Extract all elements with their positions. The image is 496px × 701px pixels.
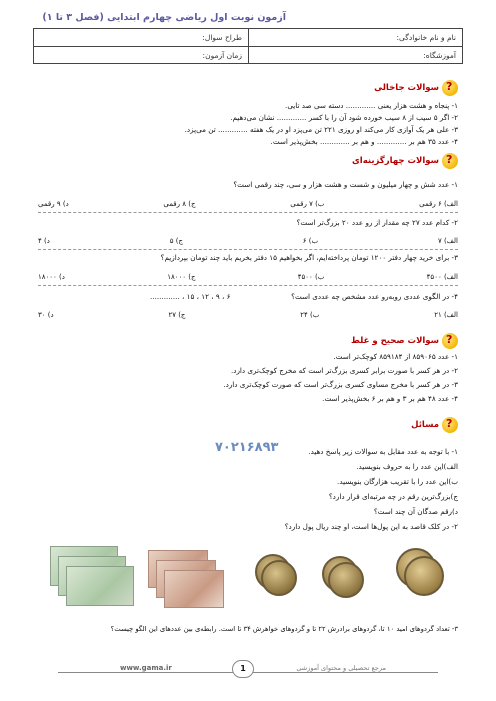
mc-options xyxy=(38,200,458,208)
problem-item: ۱- با توجه به عدد مقابل به سوالات زیر پاسخ دهید. xyxy=(308,447,458,456)
designer-label: طراح سوال: xyxy=(202,33,242,42)
mc-question: ۱- عدد شش و چهار میلیون و شست و هشت هزار و سی، چند رقمی است؟ xyxy=(233,180,458,189)
fill-section-heading xyxy=(374,80,458,96)
problems-section-title: مسائل xyxy=(411,420,439,430)
mc-question: ۳- برای خرید چهار دفتر ۱۲۰۰ تومان پرداخته‌ایم، اگر بخواهیم ۱۵ دفتر بخریم باید چند تومان بپردازیم؟ xyxy=(160,253,458,262)
tf-item: ۲- در هر کسر با صورت برابر کسری بزرگ‌تر است که مخرج کوچک‌تری دارد. xyxy=(230,366,458,375)
problem-item: ج)بزرگ‌ترین رقم در چه مرتبه‌ای قرار دارد؟ xyxy=(328,492,458,501)
banknote-image xyxy=(164,570,224,608)
separator xyxy=(38,285,458,286)
mc-option[interactable]: الف) ۴۵۰۰ xyxy=(426,273,458,281)
fill-section-title: سوالات جاخالی xyxy=(374,83,439,93)
question-bulb-icon xyxy=(442,333,458,349)
footer-tagline: مرجع تحصیلی و محتوای آموزشی xyxy=(296,664,386,672)
separator xyxy=(38,212,458,213)
footer-site[interactable]: www.gama.ir xyxy=(120,664,172,672)
page-number: 1 xyxy=(232,660,254,678)
separator xyxy=(38,249,458,250)
mc-option[interactable]: الف) ۲۱ xyxy=(434,311,458,319)
mc-question: ۲- کدام عدد ۲۷ چه مقدار از رو عدد ۲۰ بزرگ‌تر است؟ xyxy=(296,218,458,227)
tf-item: ۴- عدد ۴۸ هم بر ۳ و هم بر ۶ بخش‌پذیر است. xyxy=(322,394,458,403)
time-label: زمان آزمون: xyxy=(202,51,242,60)
fill-item: ۳- علی هر یک آوازی کار می‌کند او روزی ۲۲۱ تن می‌پزد او در یک هفته ............. تن می‌پزد. xyxy=(184,125,458,134)
fill-item: ۴- عدد ۳۵ هم بر ............. و هم بر ............. بخش‌پذیر است. xyxy=(270,137,458,146)
banknote-image xyxy=(66,566,134,606)
header-divider-h xyxy=(34,46,462,47)
fill-item: ۲- اگر ۵ سیب از ۸ سیب خورده شود آن را با کسر ............. نشان می‌دهیم. xyxy=(230,113,458,122)
header-box xyxy=(33,28,463,64)
exam-title: آزمون نوبت اول ریاضی چهارم ابتدایی (فصل ۳ تا ۱) xyxy=(42,12,286,23)
problem-item: د)رقم صدگان آن چند است؟ xyxy=(373,507,458,516)
problem-item: الف)این عدد را به حروف بنویسید. xyxy=(356,462,458,471)
question-bulb-icon xyxy=(442,80,458,96)
question-bulb-icon xyxy=(442,153,458,169)
problem-number: ۷۰۲۱۶۸۹۳ xyxy=(215,440,279,455)
mc-option[interactable]: ج) ۲۷ xyxy=(168,311,186,319)
question-bulb-icon xyxy=(442,417,458,433)
mc-option[interactable]: ب) ۷ رقمی xyxy=(290,200,325,208)
problems-section-heading xyxy=(411,417,458,433)
coin-image xyxy=(261,560,297,596)
problem-item: ب)این عدد را با تقریب هزارگان بنویسید. xyxy=(337,477,458,486)
mc-option[interactable]: ب) ۲۴ xyxy=(300,311,320,319)
mc-option[interactable]: الف) ۶ رقمی xyxy=(419,200,458,208)
coin-image xyxy=(328,562,364,598)
school-label: آموزشگاه: xyxy=(423,51,456,60)
mc-options xyxy=(38,311,458,319)
mc-options xyxy=(38,273,458,281)
tf-section-title: سوالات صحیح و غلط xyxy=(351,336,439,346)
mc-option[interactable]: الف) ۷ xyxy=(437,237,458,245)
mc-option[interactable]: ب) ۶ xyxy=(302,237,319,245)
problem-item: ۳- تعداد گردوهای امید ۱۰ تا، گردوهای برادرش ۲۲ تا و گردوهای خواهرش ۳۴ تا است. رابطه‌ی بین عددهای این الگو چیست؟ xyxy=(110,625,458,633)
mc-question: ۴- در الگوی عددی روبه‌رو عدد مشخص چه عددی است؟ xyxy=(291,292,458,301)
name-label: نام و نام خانوادگی: xyxy=(396,33,456,42)
problem-item: ۲- در کلک قاصد به این پول‌ها است، او چند ریال پول دارد؟ xyxy=(284,522,458,531)
mc-section-title: سوالات چهارگزینه‌ای xyxy=(351,156,439,166)
tf-section-heading xyxy=(351,333,458,349)
coin-image xyxy=(404,556,444,596)
mc-option[interactable]: د) ۱۸۰۰۰ xyxy=(38,273,65,281)
mc-option[interactable]: ج) ۸ رقمی xyxy=(163,200,196,208)
tf-item: ۳- در هر کسر با مخرج مساوی کسری بزرگ‌تر است که صورت کوچک‌تری دارد. xyxy=(223,380,458,389)
mc-option[interactable]: ب) ۴۵۰۰ xyxy=(297,273,325,281)
mc-section-heading xyxy=(352,153,458,169)
mc-option[interactable]: د) ۴ xyxy=(38,237,50,245)
mc-option[interactable]: ج) ۱۸۰۰۰ xyxy=(167,273,196,281)
mc-option[interactable]: ج) ۵ xyxy=(169,237,183,245)
mc-options xyxy=(38,237,458,245)
mc-option[interactable]: د) ۹ رقمی xyxy=(38,200,69,208)
number-pattern: ۶ ، ۹ ، ۱۲ ، ۱۵ ، ............. xyxy=(150,292,231,301)
tf-item: ۱- عدد ۸۵۹۰۶۵ از ۸۵۹۱۸۴ کوچک‌تر است. xyxy=(333,352,458,361)
mc-option[interactable]: د) ۳۰ xyxy=(38,311,54,319)
fill-item: ۱- پنجاه و هشت هزار یعنی ............. دسته سی صد تایی. xyxy=(285,101,458,110)
